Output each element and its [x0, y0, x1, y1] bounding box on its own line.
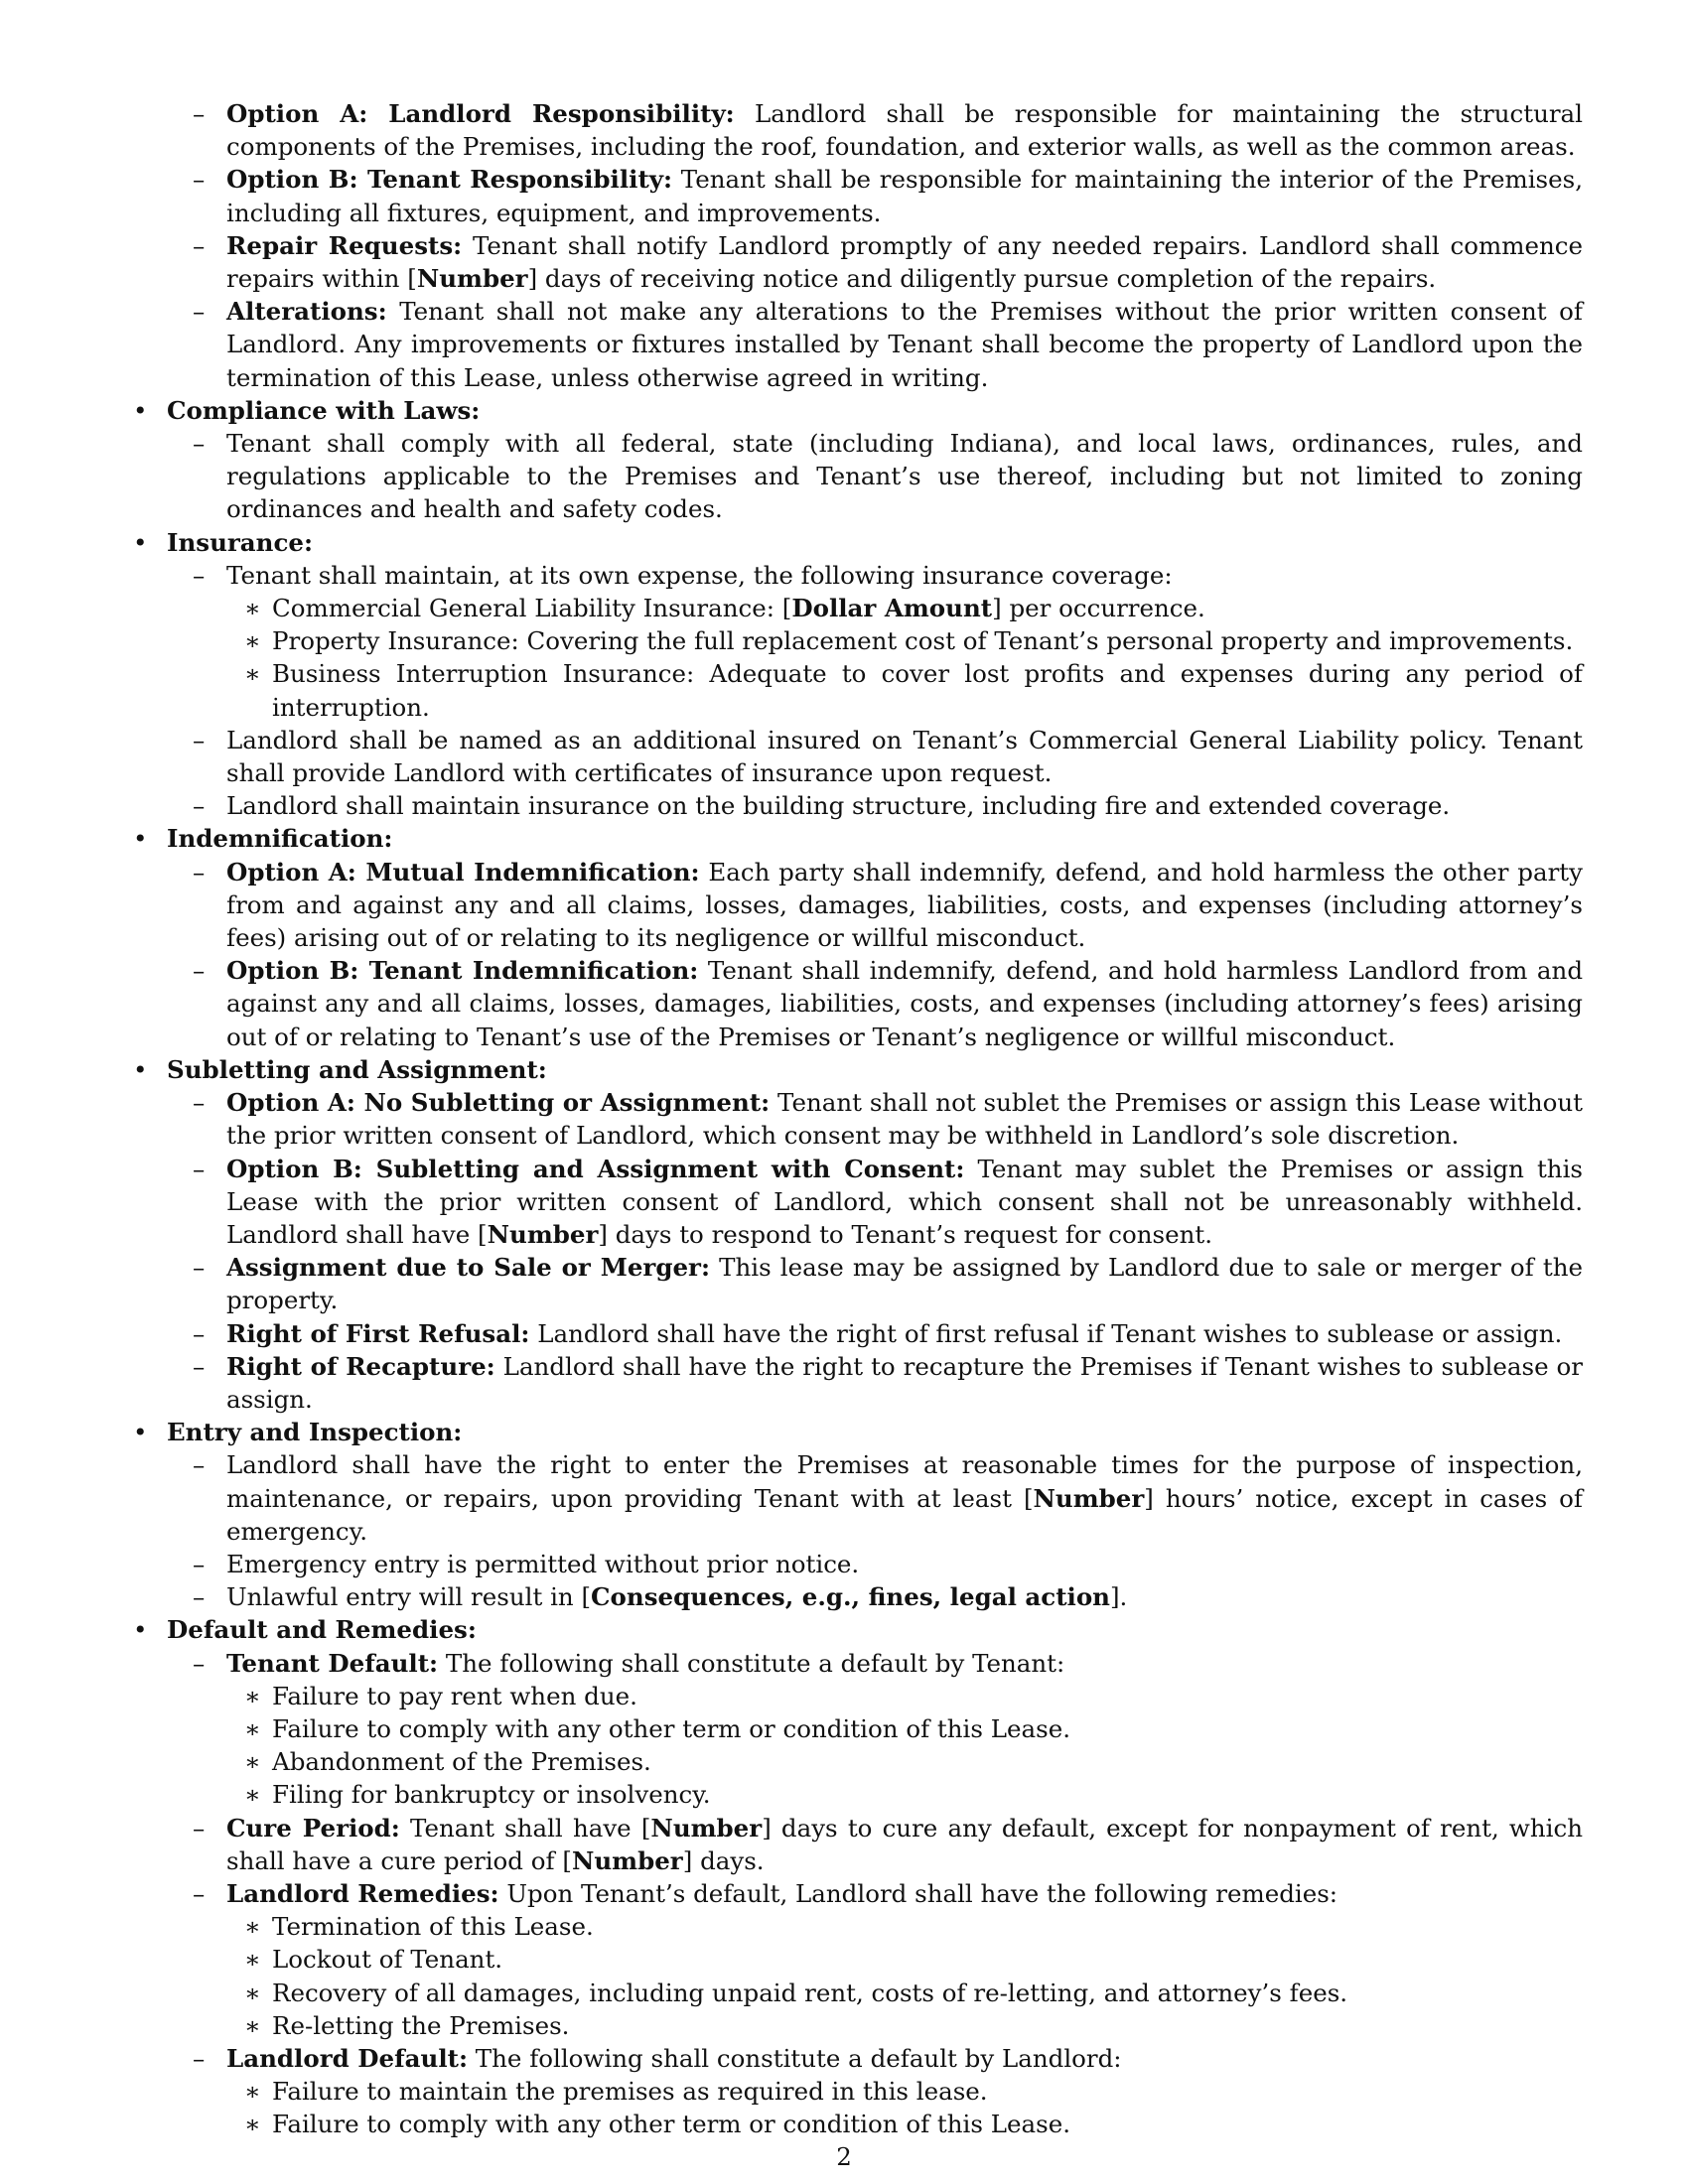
list-item	[193, 1153, 1583, 1252]
item-text: The following shall constitute a default by Landlord:	[468, 2043, 1122, 2073]
star-marker: ∗	[244, 2077, 261, 2107]
dash-marker: –	[193, 1088, 206, 1118]
section-title: Subletting and Assignment:	[167, 1054, 547, 1084]
list-item	[193, 856, 1583, 955]
dash-marker: –	[193, 725, 206, 754]
list-item	[193, 2042, 1583, 2075]
list-item	[193, 97, 1583, 163]
placeholder-field: Dollar Amount	[791, 594, 993, 623]
item-text: Failure to comply with any other term or condition of this Lease.	[272, 2110, 1070, 2139]
item-label: Option B: Tenant Indemnification:	[226, 956, 699, 986]
item-label: Cure Period:	[226, 1813, 400, 1843]
item-label: Option A: Landlord Responsibility:	[226, 99, 735, 128]
placeholder-field: Number	[487, 1219, 599, 1249]
list-item	[193, 1580, 1583, 1613]
item-label: Alterations:	[226, 297, 387, 327]
list-item	[193, 1317, 1583, 1350]
list-item	[193, 1647, 1583, 1680]
bullet-marker: •	[133, 1615, 148, 1645]
item-text-continued: ] days of receiving notice and diligently pursue completion of the repairs.	[527, 264, 1437, 294]
item-text: Failure to pay rent when due.	[272, 1681, 637, 1710]
dash-marker: –	[193, 297, 206, 327]
bullet-marker: •	[133, 1054, 148, 1084]
section-title: Default and Remedies:	[167, 1615, 477, 1645]
item-text: Property Insurance: Covering the full replacement cost of Tenant’s personal property and improvements.	[272, 626, 1574, 656]
dash-marker: –	[193, 1813, 206, 1843]
list-item	[193, 295, 1583, 394]
sub-list-item	[244, 2108, 1583, 2140]
item-text: This lease may be assigned by Landlord due to sale or merger of the property.	[226, 1253, 1583, 1315]
list-item	[193, 559, 1583, 592]
list-item	[193, 724, 1583, 789]
star-marker: ∗	[244, 659, 261, 689]
section-title: Indemnification:	[167, 824, 393, 854]
item-label: Repair Requests:	[226, 230, 463, 260]
sub-list-item	[244, 592, 1583, 624]
section-heading	[133, 1416, 1583, 1448]
star-marker: ∗	[244, 1978, 261, 2007]
sub-list-item	[244, 2009, 1583, 2042]
list-item	[193, 1812, 1583, 1877]
item-text: Landlord shall be named as an additional insured on Tenant’s Commercial General Liability policy. Tenant shall provide Landlord with certificates of insurance upon request.	[226, 725, 1583, 788]
star-marker: ∗	[244, 594, 261, 623]
item-text: Landlord shall have the right to recapture the Premises if Tenant wishes to sublease or assign.	[226, 1351, 1583, 1414]
item-text-continued: ] days to cure any default, except for nonpayment of rent, which shall have a cure period of [	[226, 1813, 1584, 1875]
item-text: The following shall constitute a default by Tenant:	[438, 1648, 1065, 1678]
dash-marker: –	[193, 1154, 206, 1183]
bullet-marker: •	[133, 395, 148, 425]
placeholder-field: Number	[1033, 1483, 1145, 1513]
item-label: Right of Recapture:	[226, 1351, 495, 1381]
dash-marker: –	[193, 791, 206, 821]
list-item	[193, 1086, 1583, 1152]
item-text: Tenant shall comply with all federal, state (including Indiana), and local laws, ordinances, rules, and regulations applicable to the Premises and Tenant’s use thereof, including but not limited to zoning ordinances and health and safety codes.	[226, 429, 1583, 524]
dash-marker: –	[193, 560, 206, 590]
placeholder-field: Consequences, e.g., fines, legal action	[591, 1582, 1110, 1612]
section-heading	[133, 822, 1583, 855]
star-marker: ∗	[244, 626, 261, 656]
item-text: Abandonment of the Premises.	[272, 1747, 651, 1777]
dash-marker: –	[193, 429, 206, 459]
item-text: Upon Tenant’s default, Landlord shall have the following remedies:	[498, 1878, 1338, 1908]
item-text: Tenant shall notify Landlord promptly of any needed repairs. Landlord shall commence repairs within [	[226, 230, 1583, 294]
placeholder-field: Number	[650, 1813, 763, 1843]
item-text: Termination of this Lease.	[272, 1912, 594, 1942]
star-marker: ∗	[244, 1780, 261, 1810]
star-marker: ∗	[244, 1681, 261, 1710]
sub-list-item	[244, 1778, 1583, 1811]
item-label: Tenant Default:	[226, 1648, 439, 1678]
sub-list-item	[244, 1712, 1583, 1745]
item-label: Option A: Mutual Indemnification:	[226, 857, 700, 887]
sub-list-item	[244, 657, 1583, 723]
sub-list-item	[244, 624, 1583, 657]
dash-marker: –	[193, 230, 206, 260]
section-title: Compliance with Laws:	[167, 395, 481, 425]
placeholder-field: Number	[416, 264, 528, 294]
bullet-marker: •	[133, 527, 148, 557]
item-text: Emergency entry is permitted without prior notice.	[226, 1549, 860, 1578]
item-label: Assignment due to Sale or Merger:	[226, 1253, 710, 1283]
item-text-continued: ].	[1110, 1582, 1128, 1612]
star-marker: ∗	[244, 1945, 261, 1975]
lease-document	[133, 97, 1583, 2141]
dash-marker: –	[193, 1318, 206, 1348]
list-item	[193, 1251, 1583, 1316]
star-marker: ∗	[244, 1912, 261, 1942]
item-text: Each party shall indemnify, defend, and hold harmless the other party from and against any and all claims, losses, damages, liabilities, costs, and expenses (including attorney’s fees) arising out of or relating to its negligence or willful misconduct.	[226, 857, 1583, 953]
list-item	[193, 1448, 1583, 1548]
star-marker: ∗	[244, 2110, 261, 2139]
page-number: 2	[836, 2142, 852, 2171]
item-text: Tenant shall maintain, at its own expense, the following insurance coverage:	[226, 560, 1173, 590]
item-text: Filing for bankruptcy or insolvency.	[272, 1780, 711, 1810]
sub-list-item	[244, 1977, 1583, 2009]
item-text: Tenant shall have [	[399, 1813, 651, 1843]
item-label: Landlord Default:	[226, 2043, 468, 2073]
item-text-continued: ] days to respond to Tenant’s request for consent.	[598, 1219, 1212, 1249]
section-heading	[133, 526, 1583, 559]
item-text: Tenant may sublet the Premises or assign this Lease with the prior written consent of Landlord, which consent shall not be unreasonably withheld. Landlord shall have [	[226, 1154, 1583, 1249]
list-item	[193, 954, 1583, 1053]
section-heading	[133, 1053, 1583, 1086]
dash-marker: –	[193, 1351, 206, 1381]
item-text: Landlord shall have the right to enter the Premises at reasonable times for the purpose of inspection, maintenance, or repairs, upon providing Tenant with at least [	[226, 1450, 1583, 1513]
list-item	[193, 163, 1583, 228]
item-text: Tenant shall not sublet the Premises or assign this Lease without the prior written consent of Landlord, which consent may be withheld in Landlord’s sole discretion.	[226, 1088, 1583, 1151]
list-item	[193, 1877, 1583, 1910]
list-item	[193, 789, 1583, 822]
list-item	[193, 427, 1583, 526]
bullet-marker: •	[133, 1418, 148, 1447]
item-text: Tenant shall not make any alterations to the Premises without the prior written consent of Landlord. Any improvements or fixtures installed by Tenant shall become the property of Landlord upon the termination of this Lease, unless otherwise agreed in writing.	[226, 297, 1583, 392]
item-label: Option B: Subletting and Assignment with Consent:	[226, 1154, 965, 1183]
sub-list-item	[244, 1943, 1583, 1976]
item-text: Failure to maintain the premises as required in this lease.	[272, 2077, 988, 2107]
dash-marker: –	[193, 956, 206, 986]
dash-marker: –	[193, 2043, 206, 2073]
item-label: Option B: Tenant Responsibility:	[226, 165, 673, 195]
dash-marker: –	[193, 1253, 206, 1283]
item-text: Tenant shall indemnify, defend, and hold harmless Landlord from and against any and all claims, losses, damages, liabilities, costs, and expenses (including attorney’s fees) arising out of or relating to Tenant’s use of the Premises or Tenant’s negligence or willful misconduct.	[226, 956, 1583, 1051]
star-marker: ∗	[244, 1713, 261, 1743]
item-text-continued: ] hours’ notice, except in cases of emergency.	[226, 1483, 1583, 1546]
item-text: Lockout of Tenant.	[272, 1945, 503, 1975]
dash-marker: –	[193, 99, 206, 128]
item-label: Landlord Remedies:	[226, 1878, 499, 1908]
placeholder-field: Number	[571, 1845, 683, 1875]
item-text: Unlawful entry will result in [	[226, 1582, 592, 1612]
list-item	[193, 229, 1583, 295]
section-heading	[133, 1613, 1583, 1646]
dash-marker: –	[193, 165, 206, 195]
list-item	[193, 1548, 1583, 1580]
item-text: Commercial General Liability Insurance: [	[272, 594, 792, 623]
star-marker: ∗	[244, 1747, 261, 1777]
item-label: Option A: No Subletting or Assignment:	[226, 1088, 771, 1118]
item-text: Re-letting the Premises.	[272, 2010, 570, 2040]
item-text: Landlord shall be responsible for maintaining the structural components of the Premises, including the roof, foundation, and exterior walls, as well as the common areas.	[226, 99, 1583, 162]
item-text: Landlord shall have the right of first refusal if Tenant wishes to sublease or assign.	[529, 1318, 1563, 1348]
item-label: Right of First Refusal:	[226, 1318, 530, 1348]
item-text-continued: ] per occurrence.	[992, 594, 1205, 623]
sub-list-item	[244, 1680, 1583, 1712]
section-title: Entry and Inspection:	[167, 1418, 463, 1447]
dash-marker: –	[193, 1582, 206, 1612]
dash-marker: –	[193, 1878, 206, 1908]
item-text: Recovery of all damages, including unpaid rent, costs of re-letting, and attorney’s fees.	[272, 1978, 1348, 2007]
list-item	[193, 1350, 1583, 1416]
dash-marker: –	[193, 1648, 206, 1678]
item-text-continued: ] days.	[682, 1845, 765, 1875]
section-heading	[133, 394, 1583, 427]
dash-marker: –	[193, 857, 206, 887]
bullet-marker: •	[133, 824, 148, 854]
sub-list-item	[244, 2075, 1583, 2108]
section-title: Insurance:	[167, 527, 314, 557]
dash-marker: –	[193, 1450, 206, 1480]
sub-list-item	[244, 1910, 1583, 1943]
item-text: Tenant shall be responsible for maintaining the interior of the Premises, including all fixtures, equipment, and improvements.	[226, 165, 1583, 227]
item-text: Landlord shall maintain insurance on the building structure, including fire and extended coverage.	[226, 791, 1451, 821]
sub-list-item	[244, 1745, 1583, 1778]
dash-marker: –	[193, 1549, 206, 1578]
item-text: Failure to comply with any other term or condition of this Lease.	[272, 1713, 1070, 1743]
item-text: Business Interruption Insurance: Adequate to cover lost profits and expenses during any period of interruption.	[272, 659, 1583, 722]
star-marker: ∗	[244, 2010, 261, 2040]
